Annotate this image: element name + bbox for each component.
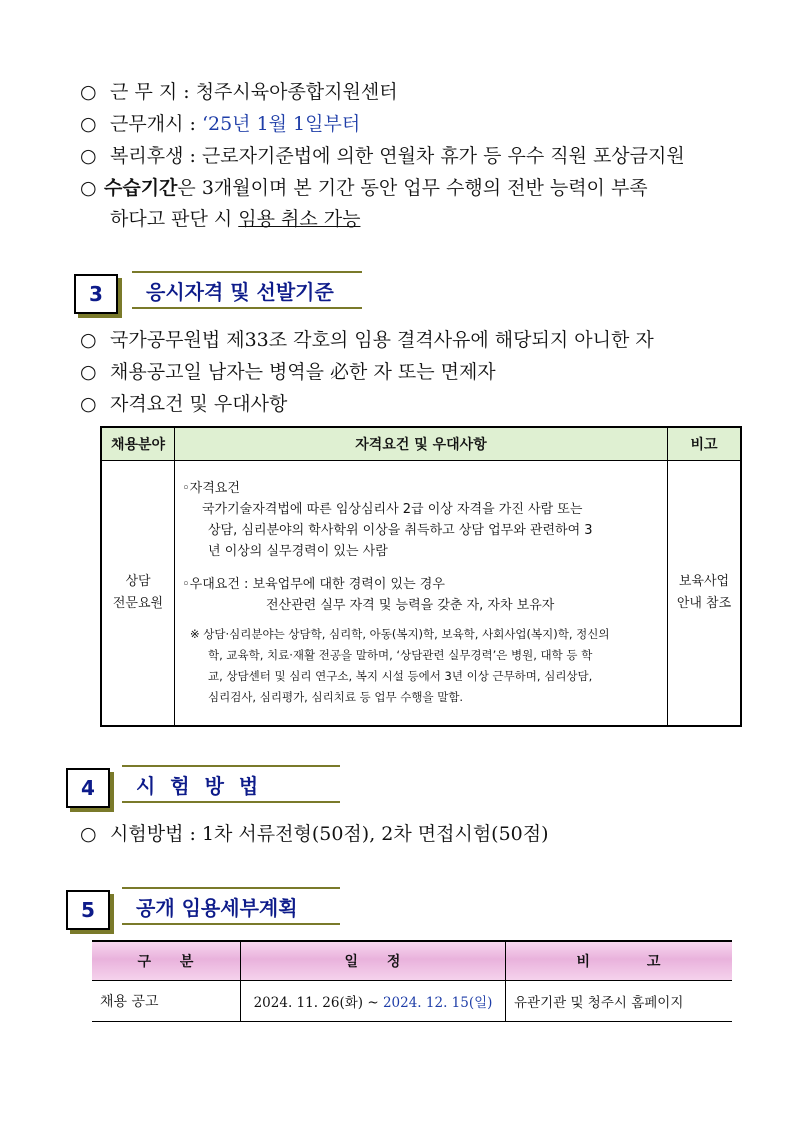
- pref-title: ◦우대요건 : 보육업무에 대한 경력이 있는 경우: [182, 577, 445, 592]
- note-line: 학, 교육학, 치료·재활 전공을 말하며, ‘상담관련 실무경력’은 병원, 대학 등 학: [208, 648, 593, 662]
- welfare-label: 복리후생 :: [110, 145, 196, 167]
- remark-line-1: 보육사업: [678, 574, 730, 589]
- pref-line: 전산관련 실무 자격 및 능력을 갖춘 자, 자차 보유자: [266, 598, 555, 613]
- bullet-circle-icon: ○: [80, 81, 97, 103]
- section-3-item-text: 채용공고일 남자는 병역을 必한 자 또는 면제자: [110, 361, 496, 383]
- schedule-header-date: 일 정: [241, 941, 506, 981]
- bullet-circle-icon: ○: [80, 823, 97, 845]
- field-line-2: 전문요원: [112, 596, 164, 611]
- probation-line: [80, 176, 648, 200]
- section-5-number: 5: [66, 890, 110, 930]
- section-4-item-text: 시험방법 : 1차 서류전형(50점), 2차 면접시험(50점): [110, 823, 549, 845]
- table-header-row: [101, 427, 741, 461]
- header-requirements: 자격요건 및 우대사항: [175, 427, 668, 461]
- section-3-item: [80, 360, 496, 384]
- req-line: 국가기술자격법에 따른 임상심리사 2급 이상 자격을 가진 사람 또는: [202, 502, 583, 517]
- note-line: ※ 상담·심리분야는 상담학, 심리학, 아동(복지)학, 보육학, 사회사업(복지)학, 정신의: [190, 627, 610, 641]
- header-field: 채용분야: [101, 427, 175, 461]
- work-location-line: [80, 80, 398, 104]
- schedule-date-cell: [241, 981, 506, 1022]
- qualification-table: [100, 426, 742, 727]
- remark-cell: [668, 461, 742, 727]
- work-start-label: 근무개시 :: [110, 113, 196, 135]
- bullet-circle-icon: ○: [80, 113, 97, 135]
- probation-line-2: [110, 207, 360, 231]
- probation-label: 수습기간: [104, 177, 178, 199]
- req-title: ◦자격요건: [182, 481, 240, 496]
- schedule-category: 채용 공고: [92, 981, 241, 1022]
- schedule-remark: 유관기관 및 청주시 홈페이지: [506, 981, 733, 1022]
- table-row: [101, 461, 741, 727]
- schedule-table: [92, 940, 732, 1022]
- bullet-circle-icon: ○: [80, 393, 97, 415]
- note-line: 심리검사, 심리평가, 심리치료 등 업무 수행을 말함.: [208, 690, 464, 704]
- work-start-value: ‘25년 1월 1일부터: [201, 113, 361, 135]
- requirements-cell: [175, 461, 668, 727]
- welfare-value: 근로자기준법에 의한 연월차 휴가 등 우수 직원 포상금지원: [201, 145, 685, 167]
- welfare-line: [80, 144, 685, 168]
- section-3-item-text: 국가공무원법 제33조 각호의 임용 결격사유에 해당되지 아니한 자: [110, 329, 654, 351]
- probation-text: 은 3개월이며 본 기간 동안 업무 수행의 전반 능력이 부족: [177, 177, 648, 199]
- section-3-number: 3: [74, 274, 118, 314]
- bullet-circle-icon: ○: [80, 145, 97, 167]
- header-remark: 비고: [668, 427, 742, 461]
- work-location-value: 청주시육아종합지원센터: [195, 81, 398, 103]
- remark-line-2: 안내 참조: [676, 596, 732, 611]
- note-line: 교, 상담센터 및 심리 연구소, 복지 시설 등에서 3년 이상 근무하며, 심리상담,: [208, 669, 593, 683]
- section-3-item: [80, 392, 287, 416]
- section-5-title: 공개 임용세부계획: [122, 887, 340, 925]
- req-line: 년 이상의 실무경력이 있는 사람: [208, 544, 388, 559]
- bullet-circle-icon: ○: [80, 361, 97, 383]
- table-row: [92, 981, 732, 1022]
- section-4-item: [80, 822, 549, 846]
- schedule-header-row: [92, 941, 732, 981]
- section-3-item-text: 자격요건 및 우대사항: [110, 393, 288, 415]
- probation-text-2: 하다고 판단 시: [110, 208, 239, 230]
- schedule-date-start: 2024. 11. 26(화) ~: [253, 995, 383, 1011]
- schedule-header-remark: 비 고: [506, 941, 733, 981]
- bullet-circle-icon: ○: [80, 177, 97, 199]
- field-line-1: 상담: [125, 574, 151, 589]
- section-4-number: 4: [66, 768, 110, 808]
- field-cell: [101, 461, 175, 727]
- bullet-circle-icon: ○: [80, 329, 97, 351]
- section-3-title: 응시자격 및 선발기준: [132, 271, 362, 309]
- schedule-header-category: 구 분: [92, 941, 241, 981]
- work-location-label: 근 무 지 :: [110, 81, 190, 103]
- req-line: 상담, 심리분야의 학사학위 이상을 취득하고 상담 업무와 관련하여 3: [208, 523, 593, 538]
- schedule-date-end: 2024. 12. 15(일): [382, 995, 493, 1011]
- section-3-item: [80, 328, 654, 352]
- probation-cancel-note: 임용 취소 가능: [238, 208, 361, 230]
- section-4-title: 시 험 방 법: [122, 765, 340, 803]
- work-start-line: [80, 112, 360, 136]
